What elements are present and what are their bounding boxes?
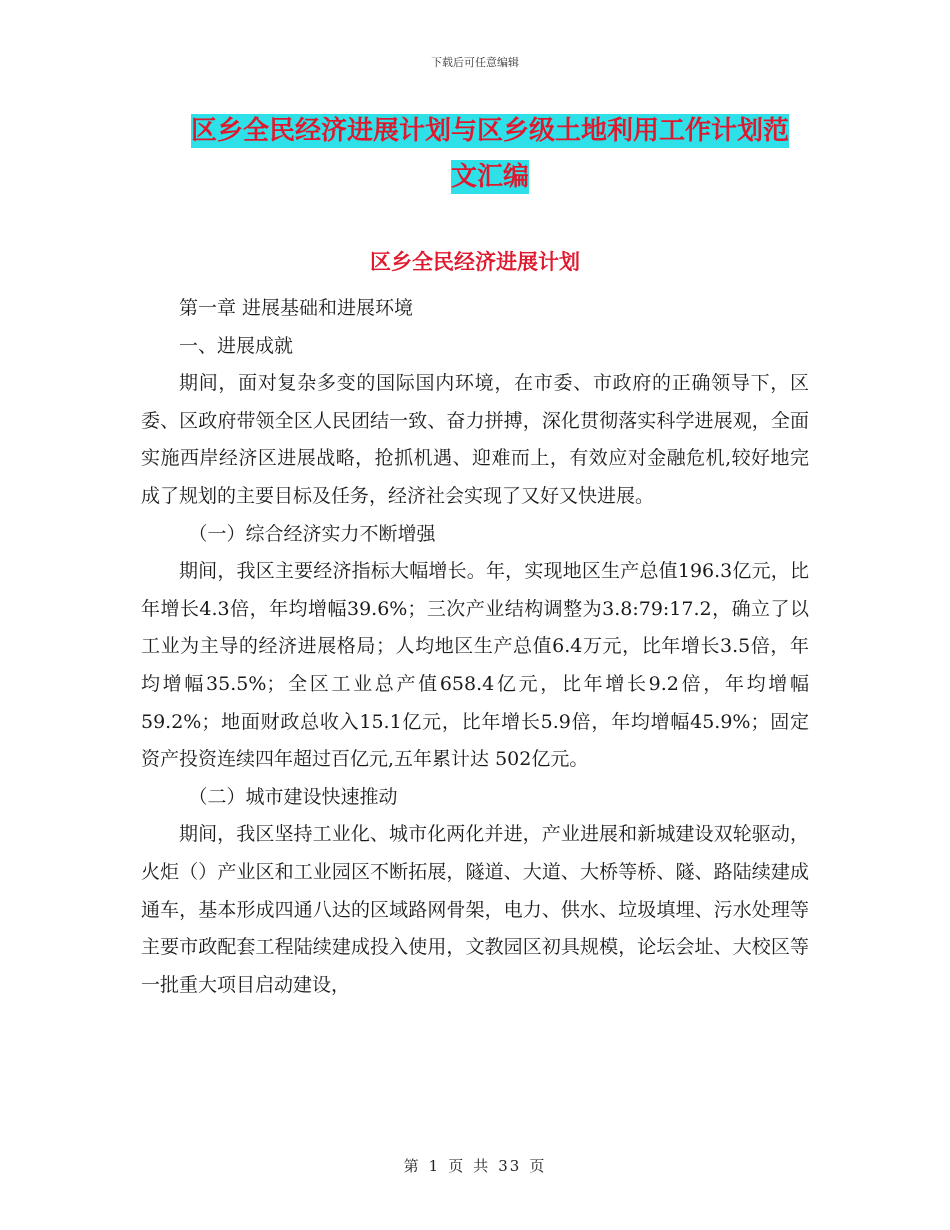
paragraph: 期间，我区坚持工业化、城市化两化并进，产业进展和新城建设双轮驱动，火炬（）产业区和工业园区不断拓展，隧道、大道、大桥等桥、隧、路陆续建成通车，基本形成四通八达的区域路网骨架，电力、供水、垃圾填埋、污水处理等主要市政配套工程陆续建成投入使用，文教园区初具规模，论坛会址、大校区等一批重大项目启动建设， xyxy=(141,823,809,996)
total-pages: 33 xyxy=(498,1157,522,1175)
footer-total-label: 共 xyxy=(473,1157,491,1175)
subsection-heading: 一、进展成就 xyxy=(179,334,294,357)
document-title-line-2: 文汇编 xyxy=(450,162,529,192)
chapter-heading: 第一章 进展基础和进展环境 xyxy=(179,297,414,319)
document-title-line-1: 区乡全民经济进展计划与区乡级土地利用工作计划范 xyxy=(190,116,789,146)
subsection-heading: （一）综合经济实力不断增强 xyxy=(188,522,436,545)
page-footer xyxy=(0,1155,950,1176)
page-number: 1 xyxy=(428,1157,441,1175)
subsection-heading: （二）城市建设快速推动 xyxy=(188,785,398,808)
section-title: 区乡全民经济进展计划 xyxy=(370,250,580,274)
footer-page-word: 页 xyxy=(448,1157,466,1175)
document-title xyxy=(140,108,840,200)
paragraph: 期间，我区主要经济指标大幅增长。年，实现地区生产总值196.3亿元，比年增长4.3倍，年均增幅39.6%；三次产业结构调整为3.8:79:17.2，确立了以工业为主导的经济进展格局；人均地区生产总值6.4万元，比年增长3.5倍，年均增幅35.5%；全区工业总产值658.4亿元，比年增长9.2倍，年均增幅59.2%；地面财政总收入15.1亿元，比年增长5.9倍，年均增幅45.9%；固定资产投资连续四年超过百亿元,五年累计达 502亿元。 xyxy=(141,560,809,771)
footer-prefix: 第 xyxy=(403,1157,421,1175)
footer-suffix: 页 xyxy=(529,1157,547,1175)
paragraph: 期间，面对复杂多变的国际国内环境，在市委、市政府的正确领导下，区委、区政府带领全区人民团结一致、奋力拼搏，深化贯彻落实科学进展观，全面实施西岸经济区进展战略，抢抓机遇、迎难而上，有效应对金融危机,较好地完成了规划的主要目标及任务，经济社会实现了又好又快进展。 xyxy=(141,372,809,507)
document-body xyxy=(141,290,809,1004)
header-note: 下载后可任意编辑 xyxy=(431,56,519,69)
